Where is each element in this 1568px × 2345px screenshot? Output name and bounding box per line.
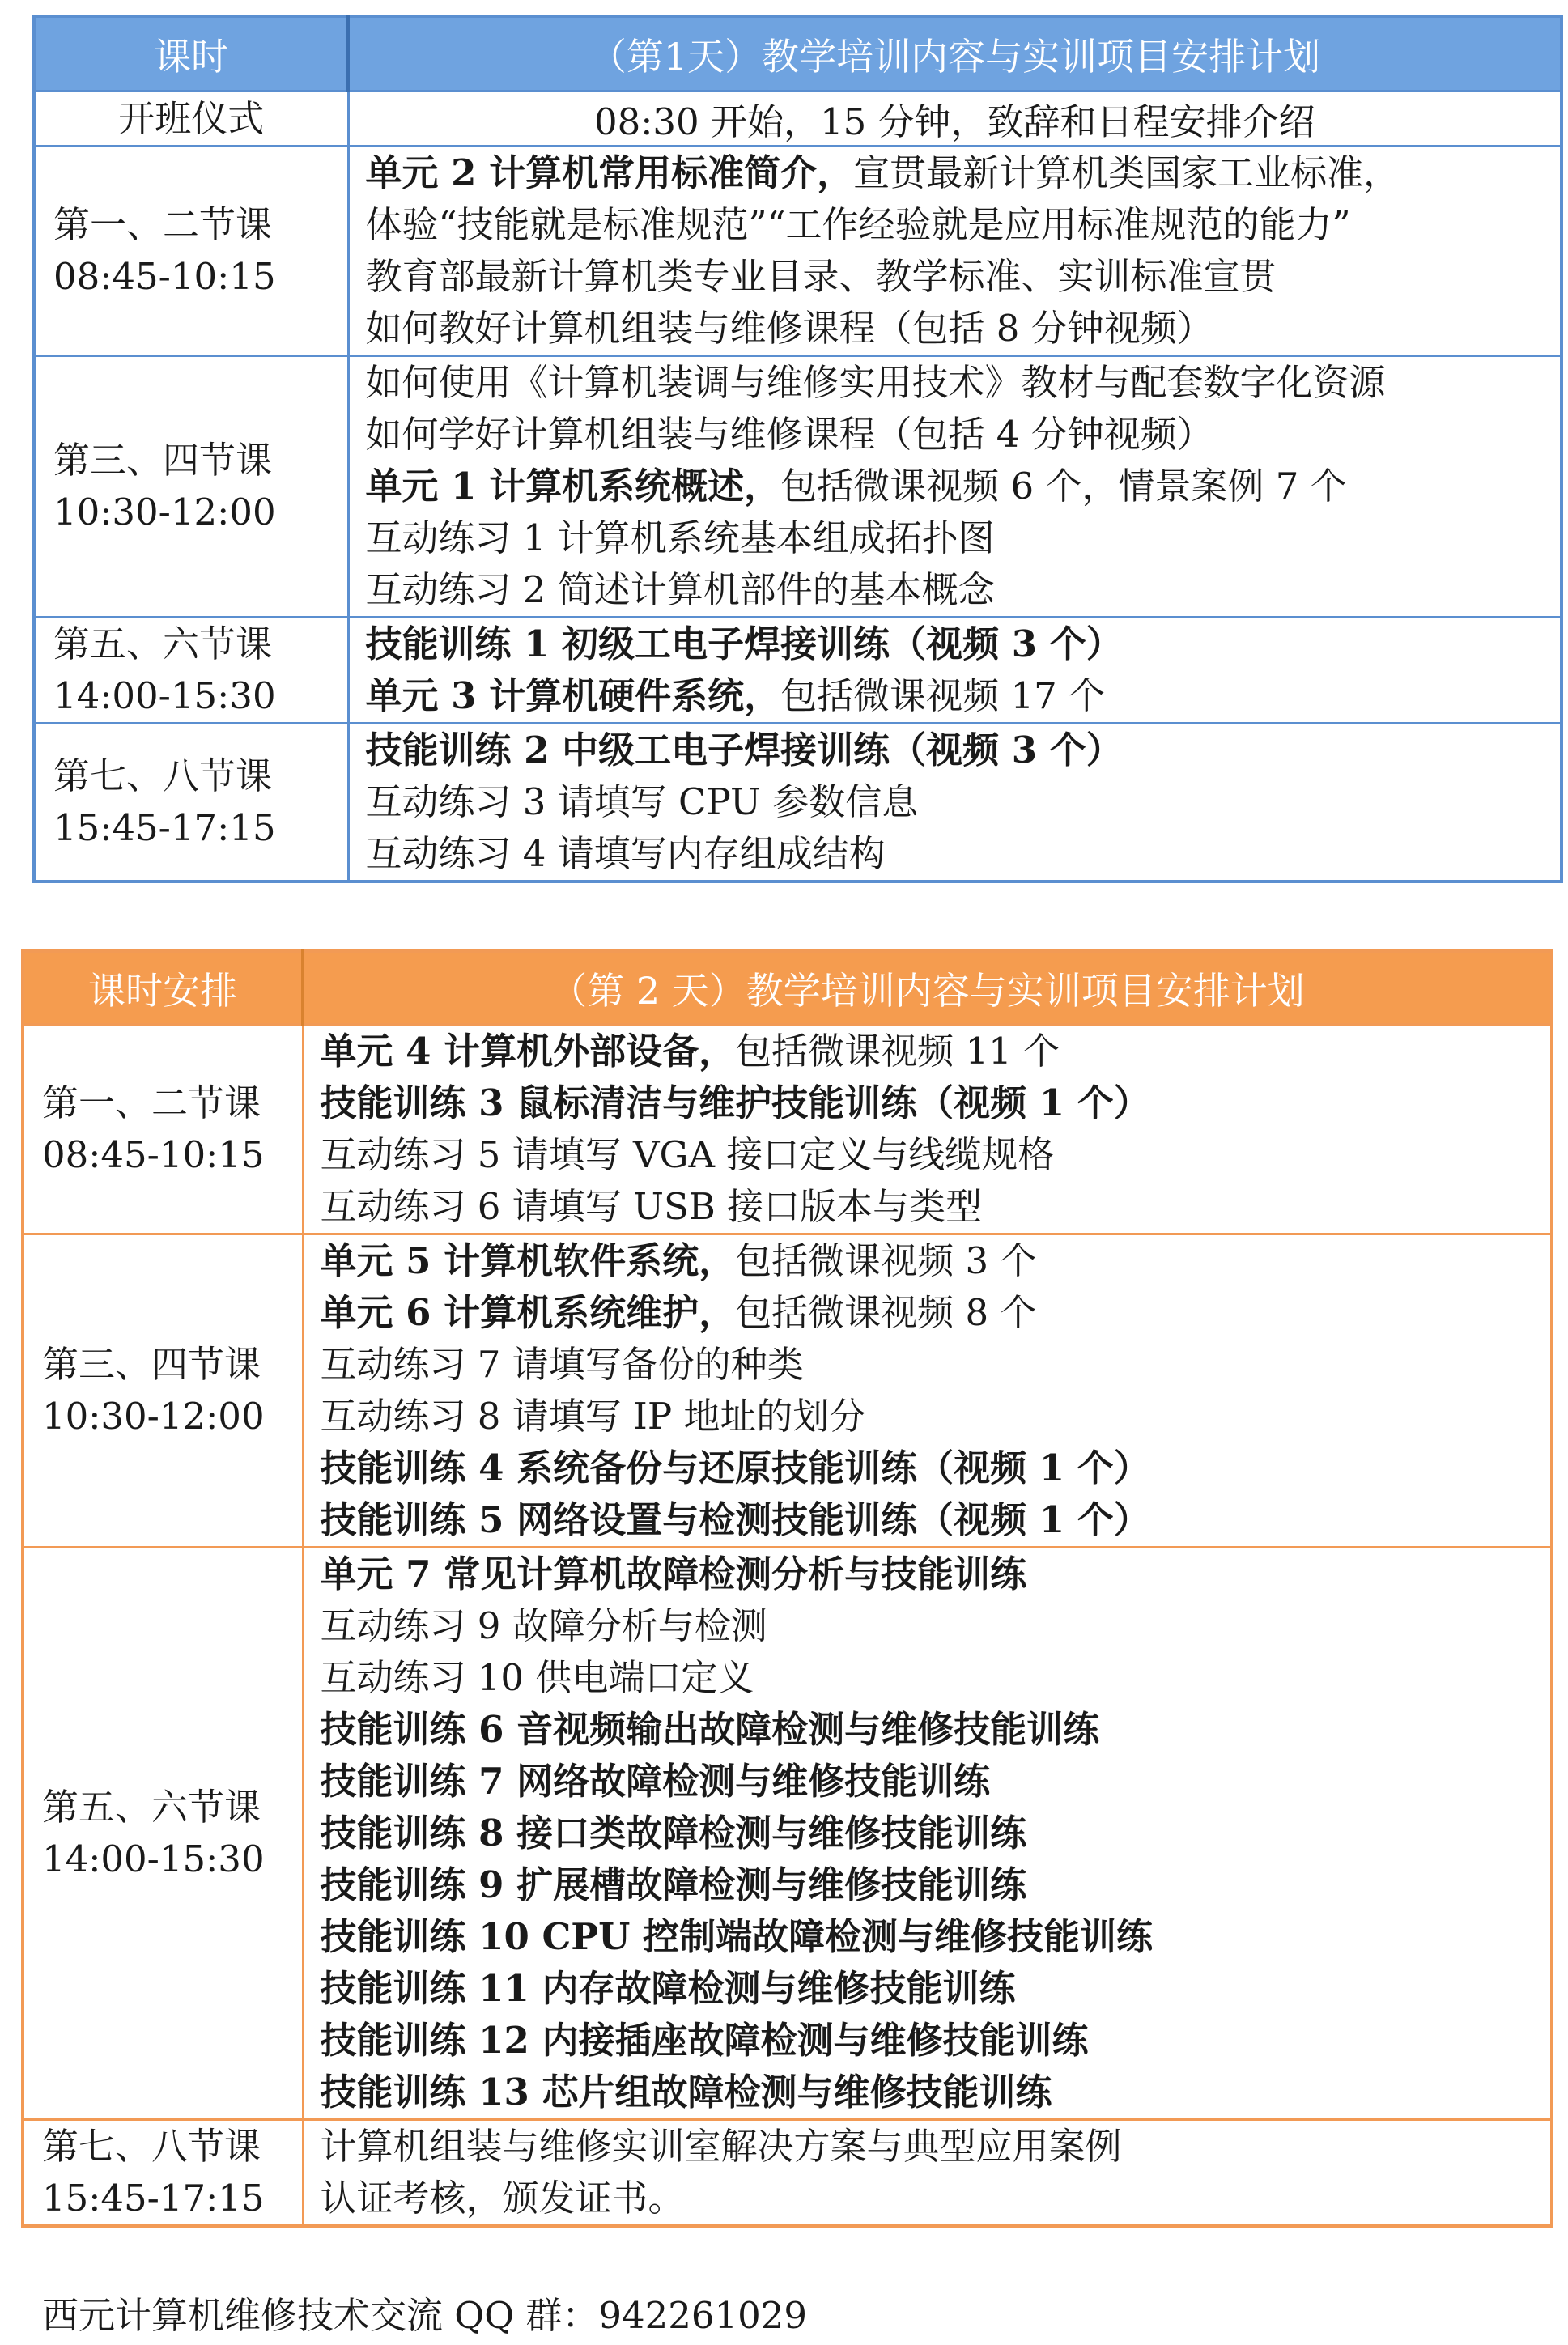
content-line [321,1548,1551,1600]
session-time-cell [34,147,348,356]
content-line [321,1442,1551,1494]
day1-header-row [34,16,1562,91]
schedule-row [34,147,1562,356]
content-line-bold: 单元 7 常见计算机故障检测分析与技能训练 [320,1553,1027,1595]
session-name: 第三、四节课 [53,439,273,482]
session-content-cell [348,356,1562,618]
content-line [321,1704,1551,1756]
day1-header-title: （第1天）教学培训内容与实训项目安排计划 [348,16,1562,91]
content-line [321,2121,1551,2173]
schedule-row [23,1548,1552,2120]
content-line [366,461,1561,512]
content-line-bold: 技能训练 7 网络故障检测与维修技能训练 [320,1760,991,1803]
content-line-bold: 技能训练 13 芯片组故障检测与维修技能训练 [320,2071,1052,2113]
session-content-cell [303,1234,1552,1548]
content-line-text: 如何学好计算机组装与维修课程（包括 4 分钟视频） [365,413,1213,456]
content-line [321,1235,1551,1287]
schedule-row [34,618,1562,724]
content-line-text: 互动练习 7 请填写备份的种类 [320,1343,804,1386]
content-line [366,828,1561,880]
content-line-text: 包括微课视频 11 个 [735,1030,1060,1073]
content-line [321,1129,1551,1181]
content-line [321,1600,1551,1652]
day1-schedule-table [32,15,1563,883]
session-name: 第一、二节课 [53,203,273,246]
session-name: 第一、二节课 [42,1081,261,1124]
schedule-row [23,2120,1552,2227]
session-time: 10:30-12:00 [53,491,276,533]
session-content-cell [348,618,1562,724]
content-line [321,1391,1551,1442]
content-line [321,1494,1551,1546]
content-line-bold: 技能训练 5 网络设置与检测技能训练（视频 1 个） [320,1498,1150,1541]
content-line-bold: 技能训练 3 鼠标清洁与维护技能训练（视频 1 个） [320,1081,1150,1124]
content-line [321,1026,1551,1077]
content-line-bold: 技能训练 11 内存故障检测与维修技能训练 [320,1967,1016,2010]
content-line [321,1808,1551,1859]
content-line [366,199,1561,251]
session-content-cell [303,1548,1552,2120]
content-line [321,1339,1551,1391]
session-time-cell [34,618,348,724]
session-time-cell [34,356,348,618]
content-line-bold: 单元 5 计算机软件系统， [320,1239,736,1282]
content-line [366,357,1561,409]
session-time: 08:45-10:15 [53,255,276,298]
schedule-row [34,356,1562,618]
schedule-row [23,1234,1552,1548]
day2-schedule-table [21,949,1553,2228]
content-line-text: 互动练习 9 故障分析与检测 [320,1604,767,1647]
content-line [321,2173,1551,2224]
content-line-text: 互动练习 1 计算机系统基本组成拓扑图 [365,516,995,559]
content-line-text: 如何教好计算机组装与维修课程（包括 8 分钟视频） [365,307,1213,350]
content-line [366,303,1561,355]
content-line [366,512,1561,564]
content-line-text: 互动练习 6 请填写 USB 接口版本与类型 [320,1185,983,1228]
session-name: 第七、八节课 [53,754,273,797]
content-line-text: 体验“技能就是标准规范”“工作经验就是应用标准规范的能力” [365,203,1351,246]
day2-header-period: 课时安排 [23,951,303,1025]
content-line-bold: 技能训练 4 系统备份与还原技能训练（视频 1 个） [320,1447,1150,1489]
content-line [321,1652,1551,1704]
content-line [321,1911,1551,1963]
content-line-text: 互动练习 2 简述计算机部件的基本概念 [365,568,995,611]
content-line-bold: 技能训练 9 扩展槽故障检测与维修技能训练 [320,1863,1027,1906]
content-line [321,2015,1551,2067]
session-content-cell [348,724,1562,882]
content-line [366,776,1561,828]
content-line-bold: 技能训练 12 内接插座故障检测与维修技能训练 [320,2019,1089,2062]
content-line-text: 互动练习 3 请填写 CPU 参数信息 [365,780,919,823]
content-line-bold: 技能训练 8 接口类故障检测与维修技能训练 [320,1812,1027,1854]
session-content-cell [348,147,1562,356]
content-line-text: 互动练习 4 请填写内存组成结构 [365,832,886,875]
content-line-bold: 技能训练 10 CPU 控制端故障检测与维修技能训练 [320,1915,1154,1958]
content-line [366,670,1561,722]
content-line-bold: 技能训练 6 音视频输出故障检测与维修技能训练 [320,1708,1100,1751]
session-name: 第五、六节课 [42,1786,261,1829]
content-line-bold: 单元 1 计算机系统概述， [365,465,781,508]
session-time: 10:30-12:00 [42,1395,265,1438]
day1-header-period: 课时 [34,16,348,91]
content-line [366,564,1561,616]
content-line [366,251,1561,303]
content-line-text: 包括微课视频 3 个 [735,1239,1037,1282]
session-time: 14:00-15:30 [42,1837,265,1880]
opening-ceremony-row [34,91,1562,147]
content-line-text: 包括微课视频 8 个 [735,1291,1037,1334]
content-line-text: 教育部最新计算机类专业目录、教学标准、实训标准宣贯 [365,255,1277,298]
content-line-text: 包括微课视频 17 个 [780,674,1106,717]
qq-group-footer: 西元计算机维修技术交流 QQ 群：942261029 [42,2294,808,2337]
day2-header-row [23,951,1552,1025]
session-time: 08:45-10:15 [42,1133,265,1176]
content-line [366,147,1561,199]
schedule-row [34,724,1562,882]
content-line [321,2067,1551,2118]
content-line-bold: 单元 4 计算机外部设备， [320,1030,736,1073]
content-line-bold: 单元 3 计算机硬件系统， [365,674,781,717]
content-line-text: 宣贯最新计算机类国家工业标准， [853,151,1400,194]
content-line [321,1181,1551,1233]
session-time-cell [23,2120,303,2227]
content-line-bold: 单元 2 计算机常用标准简介， [365,151,854,194]
session-time: 14:00-15:30 [53,674,276,717]
session-name: 第三、四节课 [42,1343,261,1386]
opening-ceremony-label: 开班仪式 [34,91,348,147]
session-time: 15:45-17:15 [53,806,276,849]
session-time-cell [23,1025,303,1234]
content-line-text: 互动练习 5 请填写 VGA 接口定义与线缆规格 [320,1133,1055,1176]
content-line [321,1859,1551,1911]
content-line-text: 认证考核，颁发证书。 [320,2177,685,2220]
day2-header-title: （第 2 天）教学培训内容与实训项目安排计划 [303,951,1552,1025]
content-line [321,1756,1551,1808]
content-line-text: 包括微课视频 6 个，情景案例 7 个 [780,465,1347,508]
content-line [321,1077,1551,1129]
session-name: 第五、六节课 [53,622,273,665]
session-time: 15:45-17:15 [42,2177,265,2220]
opening-ceremony-text: 08:30 开始，15 分钟，致辞和日程安排介绍 [348,91,1562,147]
session-time-cell [34,724,348,882]
content-line-bold: 技能训练 1 初级工电子焊接训练（视频 3 个） [365,622,1123,665]
session-name: 第七、八节课 [42,2125,261,2168]
content-line [366,618,1561,670]
content-line-text: 互动练习 8 请填写 IP 地址的划分 [320,1395,866,1438]
content-line [321,1287,1551,1339]
session-content-cell [303,1025,1552,1234]
content-line-text: 如何使用《计算机装调与维修实用技术》教材与配套数字化资源 [365,361,1386,404]
content-line-bold: 单元 6 计算机系统维护， [320,1291,736,1334]
content-line [321,1963,1551,2015]
session-content-cell [303,2120,1552,2227]
session-time-cell [23,1234,303,1548]
content-line [366,724,1561,776]
content-line [366,409,1561,461]
content-line-text: 互动练习 10 供电端口定义 [320,1656,754,1699]
schedule-row [23,1025,1552,1234]
content-line-text: 计算机组装与维修实训室解决方案与典型应用案例 [320,2125,1122,2168]
session-time-cell [23,1548,303,2120]
content-line-bold: 技能训练 2 中级工电子焊接训练（视频 3 个） [365,729,1123,771]
